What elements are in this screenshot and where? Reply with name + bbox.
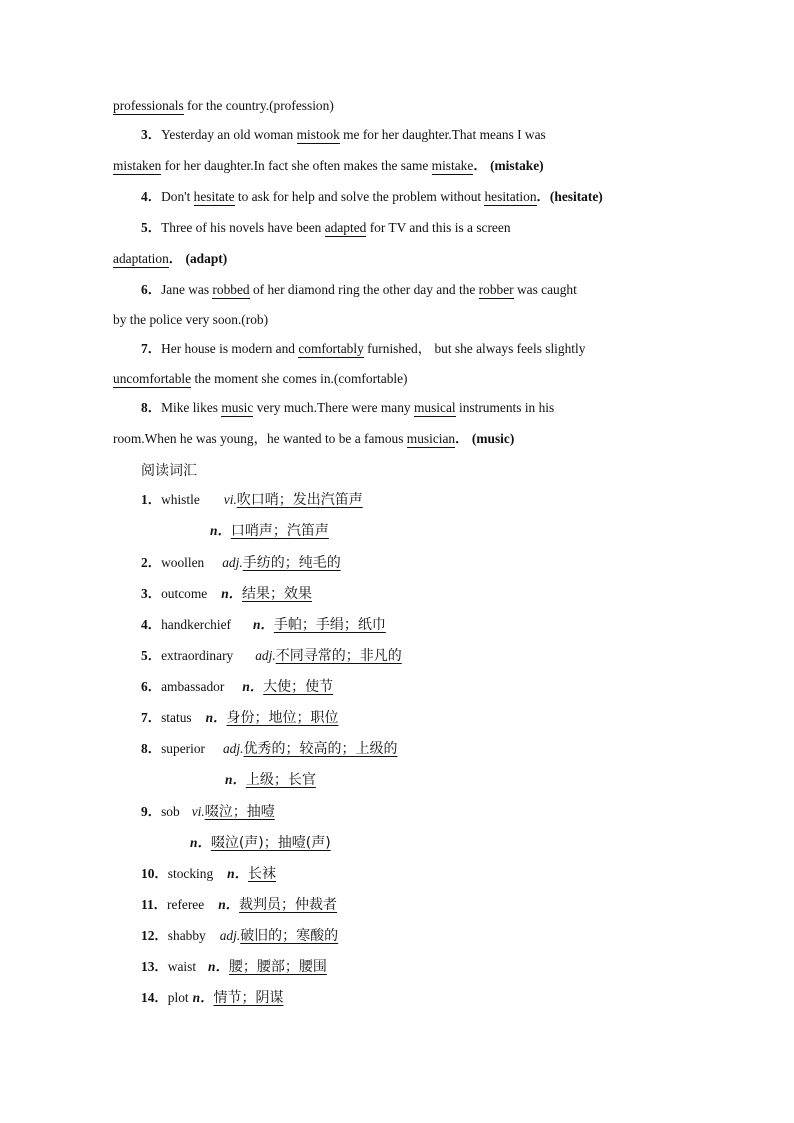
vocab-number: 11． [141, 897, 168, 912]
vocab-number: 2． [141, 555, 162, 570]
exercise-5-line-1: 5．Three of his novels have been adapted for TV and this is a screen [141, 220, 511, 235]
vocab-word: stocking [167, 866, 214, 881]
answer-blank: music [221, 400, 254, 415]
answer-blank: hesitate [193, 189, 235, 204]
chinese-meaning: 口哨声；汽笛声 [230, 523, 329, 539]
part-of-speech: vi. [191, 804, 205, 819]
vocab-number: 8． [141, 741, 162, 756]
chinese-meaning: 情节；阴谋 [213, 990, 284, 1006]
vocab-number: 6． [141, 679, 162, 694]
vocab-number: 4． [141, 617, 162, 632]
chinese-meaning: 手帕；手绢；纸巾 [273, 617, 386, 633]
part-of-speech: n． [225, 772, 246, 787]
vocab-item [141, 585, 312, 603]
vocab-item [210, 522, 329, 540]
part-of-speech: adj. [222, 555, 243, 570]
exercise-3-line-1: 3．Yesterday an old woman mistook me for her daughter.That means I was [141, 127, 546, 142]
vocab-item [141, 647, 402, 665]
vocab-word: whistle [161, 492, 200, 507]
chinese-meaning: 优秀的；较高的；上级的 [243, 741, 398, 757]
chinese-meaning: 啜泣；抽噎 [204, 804, 275, 820]
vocab-item [141, 896, 337, 914]
answer-blank: mistake [431, 158, 474, 173]
vocab-number: 14． [141, 990, 168, 1005]
part-of-speech: adj. [219, 928, 241, 943]
chinese-meaning: 上级；长官 [245, 772, 316, 788]
chinese-meaning: 裁判员；仲裁者 [239, 897, 338, 913]
chinese-meaning: 大使；使节 [263, 679, 334, 695]
vocab-item [190, 834, 331, 852]
chinese-meaning: 吹口哨；发出汽笛声 [236, 492, 363, 508]
answer-blank: mistook [296, 127, 340, 142]
vocab-number: 10． [141, 866, 168, 881]
vocab-item [141, 958, 327, 976]
vocab-item [141, 865, 276, 883]
exercise-2-line: professionals for the country.(profession) [113, 98, 334, 113]
answer-blank: adaptation [113, 251, 169, 266]
vocab-word: sob [161, 804, 180, 819]
chinese-meaning: 啜泣(声)；抽噎(声) [210, 835, 331, 851]
part-of-speech: n． [190, 835, 211, 850]
answer-blank: comfortably [298, 341, 364, 356]
answer-blank: robbed [212, 282, 250, 297]
vocab-number: 1． [141, 492, 162, 507]
part-of-speech: n． [205, 710, 227, 725]
vocab-item [141, 740, 397, 758]
vocab-item [141, 709, 338, 727]
part-of-speech: n． [221, 586, 243, 601]
exercise-5-line-2: adaptation． (adapt) [113, 251, 228, 266]
part-of-speech: n． [252, 617, 274, 632]
part-of-speech: adj. [222, 741, 244, 756]
answer-blank: uncomfortable [113, 371, 192, 386]
exercise-7-line-2: uncomfortable the moment she comes in.(comfortable) [113, 371, 408, 386]
part-of-speech: n． [210, 523, 231, 538]
exercise-8-line-1: 8．Mike likes music very much.There were many musical instruments in his [141, 400, 555, 415]
section-heading: 阅读词汇 [141, 463, 197, 479]
answer-blank: musician [406, 431, 456, 446]
vocab-word: shabby [167, 928, 206, 943]
vocab-word: referee [167, 897, 205, 912]
vocab-word: waist [167, 959, 197, 974]
chinese-meaning: 结果；效果 [242, 586, 313, 602]
answer-blank: robber [478, 282, 514, 297]
part-of-speech: n． [192, 990, 214, 1005]
answer-blank: musical [413, 400, 456, 415]
part-of-speech: n． [227, 866, 249, 881]
chinese-meaning: 长袜 [248, 866, 277, 882]
vocab-item [141, 927, 338, 945]
answer-blank: adapted [324, 220, 367, 235]
vocab-number: 13． [141, 959, 168, 974]
answer-blank: professionals [113, 98, 184, 113]
vocab-item [225, 771, 316, 789]
vocab-item [141, 491, 363, 509]
vocab-item [141, 554, 341, 572]
part-of-speech: n． [218, 897, 240, 912]
vocab-number: 7． [141, 710, 162, 725]
part-of-speech: n． [242, 679, 264, 694]
part-of-speech: n． [208, 959, 229, 974]
chinese-meaning: 不同寻常的；非凡的 [275, 648, 402, 664]
vocab-item [141, 678, 333, 696]
exercise-3-line-2: mistaken for her daughter.In fact she often makes the same mistake． (mistake) [113, 158, 544, 173]
exercise-7-line-1: 7．Her house is modern and comfortably furnished， but she always feels slightly [141, 341, 586, 356]
vocab-number: 3． [141, 586, 162, 601]
answer-blank: mistaken [113, 158, 162, 173]
vocab-number: 9． [141, 804, 162, 819]
chinese-meaning: 破旧的；寒酸的 [240, 928, 339, 944]
exercise-8-line-2: room.When he was young，he wanted to be a famous musician． (music) [113, 431, 515, 446]
vocab-word: superior [161, 741, 205, 756]
exercise-6-line-2: by the police very soon.(rob) [113, 312, 269, 327]
vocab-number: 12． [141, 928, 168, 943]
vocab-word: status [161, 710, 192, 725]
chinese-meaning: 身份；地位；职位 [226, 710, 339, 726]
vocab-item [141, 989, 283, 1007]
vocab-word: extraordinary [161, 648, 234, 663]
part-of-speech: vi. [223, 492, 237, 507]
vocab-number: 5． [141, 648, 162, 663]
vocab-word: woollen [161, 555, 205, 570]
exercise-4-line: 4．Don't hesitate to ask for help and solve the problem without hesitation．(hesitate) [141, 189, 603, 204]
vocab-word: outcome [161, 586, 208, 601]
vocab-word: handkerchief [161, 617, 231, 632]
vocab-item [141, 616, 386, 634]
vocab-word: plot [167, 990, 189, 1005]
chinese-meaning: 手纺的；纯毛的 [242, 555, 341, 571]
answer-blank: hesitation [484, 189, 537, 204]
part-of-speech: adj. [255, 648, 276, 663]
vocab-item [141, 803, 275, 821]
exercise-6-line-1: 6．Jane was robbed of her diamond ring the other day and the robber was caught [141, 282, 577, 297]
vocab-word: ambassador [161, 679, 225, 694]
chinese-meaning: 腰；腰部；腰围 [228, 959, 327, 975]
